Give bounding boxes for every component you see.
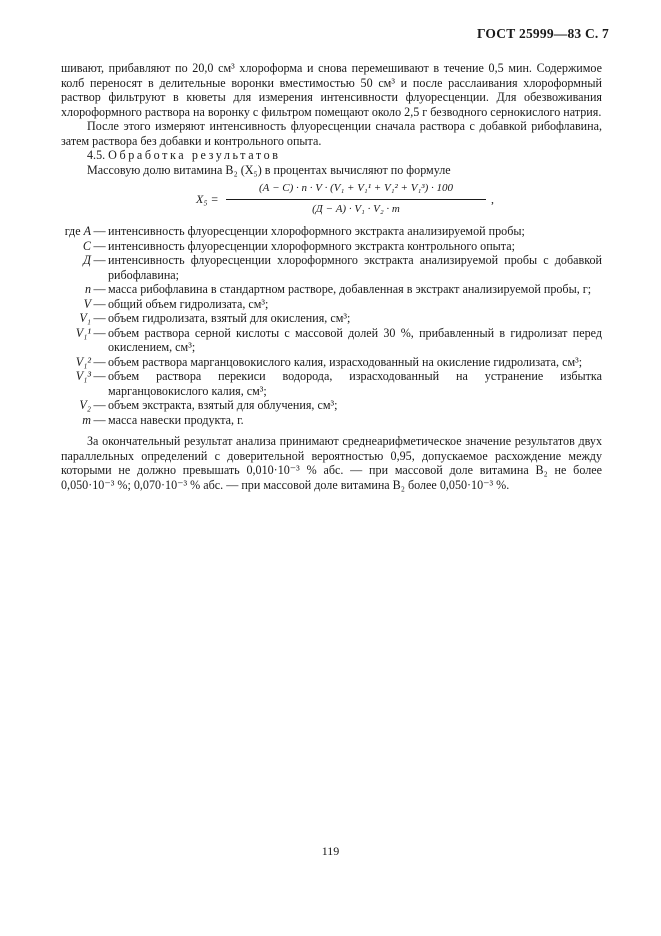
definition-item: n — масса рибофлавина в стандартном растворе, добавленная в экстракт анализируемой пробы, г; [61, 282, 602, 297]
definition-text: объем гидролизата, взятый для окисления, см³; [108, 311, 351, 325]
definition-symbol: V₁² [75, 354, 91, 369]
definition-item: V₁ — объем гидролизата, взятый для окисления, см³; [61, 311, 602, 326]
definition-item: где А — интенсивность флуоресценции хлороформного экстракта анализируемой пробы; [61, 224, 602, 239]
definition-symbol: m [82, 412, 91, 427]
definition-item: С — интенсивность флуоресценции хлороформного экстракта контрольного опыта; [61, 239, 602, 254]
formula-lhs: X₅ = [196, 192, 219, 206]
definition-text: масса рибофлавина в стандартном растворе, добавленная в экстракт анализируемой пробы, г; [108, 282, 592, 296]
definition-symbol-text: А [83, 224, 91, 238]
definition-item: m — масса навески продукта, г. [61, 413, 602, 428]
definition-text: объем раствора серной кислоты с массовой долей 30 %, прибавленный в гидролизат перед окислением, см³; [108, 325, 602, 354]
definition-item: V₁¹ — объем раствора серной кислоты с массовой долей 30 %, прибавленный в гидролизат перед окислением, см³; [61, 326, 602, 355]
definition-item: V — общий объем гидролизата, см³; [61, 297, 602, 312]
definition-item: V₂ — объем экстракта, взятый для облучения, см³; [61, 398, 602, 413]
formula-denominator: (Д − А) · V₁ · V₂ · m [312, 202, 400, 215]
page-content [61, 61, 602, 492]
definition-text: интенсивность флуоресценции хлороформного экстракта анализируемой пробы с добавкой рибофлавина; [108, 253, 602, 282]
definition-symbol: V [83, 296, 91, 311]
definitions-list [61, 224, 602, 427]
definition-item: V₁³ — объем раствора перекиси водорода, израсходованный на устранение избытка марганцовокислого калия, см³; [61, 369, 602, 398]
paragraph-conclusion: За окончательный результат анализа принимают среднеарифметическое значение результатов двух параллельных определений с доверительной вероятностью 0,95, допускаемое расхождение между которыми не должно превышать 0,010·10⁻³ % абс. — при массовой доле витамина В₂ не более 0,050·10⁻³ %; 0,070·10⁻³ % абс. — при массовой доле витамина В₂ более 0,050·10⁻³ %. [61, 434, 602, 492]
definition-text: объем раствора перекиси водорода, израсходованный на устранение избытка марганцовокислого калия, см³; [108, 369, 602, 398]
definition-text: интенсивность флуоресценции хлороформного экстракта контрольного опыта; [108, 238, 515, 253]
definition-symbol: Д [83, 253, 91, 267]
definition-item: V₁² — объем раствора марганцовокислого калия, израсходованный на окисление гидролизата, см³; [61, 355, 602, 370]
page-number: 119 [321, 844, 340, 858]
formula-fraction [226, 181, 486, 216]
definition-symbol: V₂ [79, 398, 91, 412]
definition-text: объем раствора марганцовокислого калия, израсходованный на окисление гидролизата, см³; [108, 354, 583, 369]
section-title: Обработка результатов [108, 148, 281, 162]
definition-text: интенсивность флуоресценции хлороформного экстракта анализируемой пробы; [108, 224, 525, 238]
definition-text: масса навески продукта, г. [108, 412, 244, 427]
definition-symbol: V₁ [79, 311, 91, 325]
page-header: ГОСТ 25999—83 С. 7 [476, 26, 609, 41]
definition-symbol: V₁¹ [75, 325, 91, 340]
definition-prefix: где [64, 224, 81, 238]
definition-symbol: V₁³ [75, 369, 91, 383]
paragraph-formula-intro: Массовую долю витамина В₂ (X₅) в процентах вычисляют по формуле [87, 162, 451, 177]
paragraph-measurement: После этого измеряют интенсивность флуоресценции сначала раствора с добавкой рибофлавина, затем раствора без добавки и контрольного опыта. [61, 119, 602, 148]
definition-item: Д — интенсивность флуоресценции хлороформного экстракта анализируемой пробы с добавкой рибофлавина; [61, 253, 602, 282]
definition-text: общий объем гидролизата, см³; [108, 296, 269, 311]
section-number: 4.5. [87, 148, 106, 162]
formula-comma: , [491, 192, 494, 206]
definition-text: объем экстракта, взятый для облучения, см³; [108, 398, 338, 412]
formula-numerator: (А − С) · n · V · (V₁ + V₁¹ + V₁² + V₁³) · 100 [259, 182, 453, 194]
definition-symbol: С [82, 238, 91, 253]
formula [61, 180, 602, 220]
section-heading [61, 148, 602, 163]
definition-symbol [61, 224, 91, 239]
paragraph-continuation: шивают, прибавляют по 20,0 см³ хлороформа и снова перемешивают в течение 0,5 мин. Содержимое колб переносят в делительные воронки вместимостью 50 см³ и после расслаивания хлороформный раствор фильтруют в кюветы для измерения интенсивности флуоресценции. Для обезвоживания хлороформного раствора на воронку с фильтром помещают около 2,5 г безводного сернокислого натрия. [61, 61, 602, 119]
definition-symbol: n [84, 282, 91, 296]
